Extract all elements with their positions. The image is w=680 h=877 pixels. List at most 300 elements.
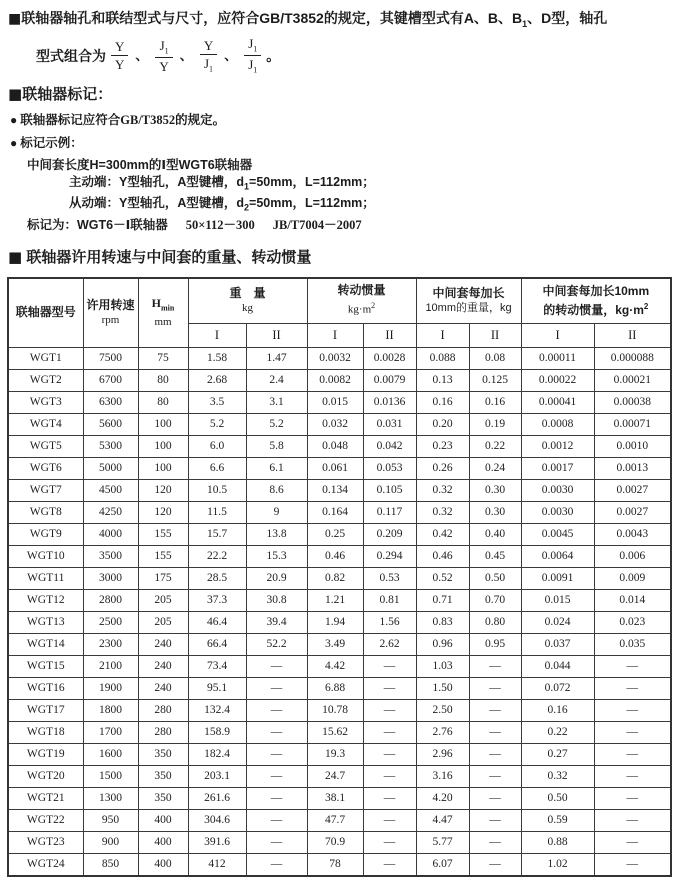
table-row (8, 721, 671, 743)
example-line-designation (27, 217, 680, 233)
value-cell: 4500 (83, 479, 138, 501)
circle-bullet-icon: ● (10, 112, 18, 127)
value-cell: 304.6 (188, 809, 246, 831)
value-cell: 80 (138, 391, 188, 413)
value-cell: 0.81 (363, 589, 416, 611)
value-cell: 0.82 (307, 567, 363, 589)
value-cell: 4.42 (307, 655, 363, 677)
driving-sub: 1 (244, 181, 250, 192)
value-cell: — (363, 721, 416, 743)
value-cell: — (246, 743, 307, 765)
value-cell: 0.96 (416, 633, 469, 655)
value-cell: 5300 (83, 435, 138, 457)
value-cell: 0.048 (307, 435, 363, 457)
value-cell: 0.053 (363, 457, 416, 479)
driving-text-b: =50mm，L=112mm； (249, 174, 375, 189)
value-cell: 900 (83, 831, 138, 853)
value-cell: 15.7 (188, 523, 246, 545)
value-cell: — (594, 787, 671, 809)
value-cell: 0.032 (307, 413, 363, 435)
table-row (8, 457, 671, 479)
value-cell: 13.8 (246, 523, 307, 545)
value-cell: 155 (138, 523, 188, 545)
value-cell: 6.07 (416, 853, 469, 876)
combo-prefix: 型式组合为 (36, 47, 106, 64)
value-cell: 2300 (83, 633, 138, 655)
value-cell: 0.105 (363, 479, 416, 501)
value-cell: 0.0043 (594, 523, 671, 545)
value-cell: 52.2 (246, 633, 307, 655)
value-cell: 11.5 (188, 501, 246, 523)
value-cell: 0.0030 (521, 479, 594, 501)
value-cell: 2.50 (416, 699, 469, 721)
table-row (8, 479, 671, 501)
value-cell: — (246, 853, 307, 876)
value-cell: 0.0028 (363, 347, 416, 369)
value-cell: 0.46 (416, 545, 469, 567)
header-weight-label: 重 量 (229, 285, 266, 300)
header-hmin (138, 278, 188, 348)
value-cell: 0.70 (469, 589, 521, 611)
value-cell: 10.5 (188, 479, 246, 501)
value-cell: — (246, 721, 307, 743)
model-cell: WGT12 (8, 589, 83, 611)
value-cell: 6.0 (188, 435, 246, 457)
value-cell: 0.014 (594, 589, 671, 611)
coupling-spec-table (7, 277, 672, 877)
value-cell: 240 (138, 655, 188, 677)
value-cell: 0.50 (521, 787, 594, 809)
circle-bullet-icon: ● (10, 135, 18, 150)
header-weight-unit: kg (242, 301, 253, 314)
value-cell: 1.02 (521, 853, 594, 876)
table-row (8, 347, 671, 369)
value-cell: 1300 (83, 787, 138, 809)
value-cell: 0.32 (416, 501, 469, 523)
model-cell: WGT1 (8, 347, 83, 369)
value-cell: 0.0091 (521, 567, 594, 589)
value-cell: 2.62 (363, 633, 416, 655)
value-cell: 0.0079 (363, 369, 416, 391)
value-cell: — (246, 655, 307, 677)
value-cell: — (246, 765, 307, 787)
value-cell: — (469, 721, 521, 743)
table-title-text: 联轴器许用转速与中间套的重量、转动惯量 (26, 248, 312, 266)
value-cell: 0.164 (307, 501, 363, 523)
driven-sub: 2 (244, 202, 250, 213)
value-cell: 0.0017 (521, 457, 594, 479)
value-cell: 2500 (83, 611, 138, 633)
table-row (8, 743, 671, 765)
combo-separator: 、 (224, 47, 238, 63)
value-cell: 5.2 (246, 413, 307, 435)
value-cell: — (363, 853, 416, 876)
table-row (8, 853, 671, 876)
intro-sub-b1: 1 (522, 18, 528, 29)
value-cell: 0.0030 (521, 501, 594, 523)
example-line-driven (69, 195, 680, 216)
model-cell: WGT24 (8, 853, 83, 876)
value-cell: — (246, 831, 307, 853)
value-cell: 0.0082 (307, 369, 363, 391)
subheader-added-weight-II: II (469, 323, 521, 347)
combo-end: 。 (266, 47, 281, 64)
value-cell: 0.22 (469, 435, 521, 457)
value-cell: 0.00038 (594, 391, 671, 413)
table-row (8, 567, 671, 589)
table-row (8, 831, 671, 853)
value-cell: 0.08 (469, 347, 521, 369)
model-cell: WGT8 (8, 501, 83, 523)
header-model: 联轴器型号 (8, 278, 83, 348)
value-cell: 10.78 (307, 699, 363, 721)
driven-text-a: 从动端：Y型轴孔，A型键槽，d (69, 196, 245, 211)
value-cell: 2.76 (416, 721, 469, 743)
value-cell: — (594, 721, 671, 743)
value-cell: — (469, 787, 521, 809)
value-cell: 0.00011 (521, 347, 594, 369)
value-cell: 240 (138, 633, 188, 655)
value-cell: 6700 (83, 369, 138, 391)
value-cell: 78 (307, 853, 363, 876)
value-cell: 2.68 (188, 369, 246, 391)
model-cell: WGT7 (8, 479, 83, 501)
shaft-combo-list (106, 37, 266, 75)
value-cell: 0.0010 (594, 435, 671, 457)
value-cell: 1.94 (307, 611, 363, 633)
driven-text-b: =50mm，L=112mm； (249, 196, 375, 211)
marking-rule-code: GB/T3852 (120, 112, 176, 127)
value-cell: — (594, 809, 671, 831)
table-row (8, 413, 671, 435)
value-cell: 38.1 (307, 787, 363, 809)
value-cell: 30.8 (246, 589, 307, 611)
value-cell: 0.16 (469, 391, 521, 413)
value-cell: 3.5 (188, 391, 246, 413)
marking-rule-text-a: 联轴器标记应符合 (20, 112, 121, 127)
value-cell: 0.037 (521, 633, 594, 655)
value-cell: 350 (138, 743, 188, 765)
value-cell: — (469, 765, 521, 787)
value-cell: 0.009 (594, 567, 671, 589)
header-added-inertia-l1: 中间套每加长10mm (542, 283, 650, 298)
value-cell: — (363, 699, 416, 721)
value-cell: 20.9 (246, 567, 307, 589)
value-cell: — (469, 831, 521, 853)
value-cell: 0.031 (363, 413, 416, 435)
value-cell: 0.95 (469, 633, 521, 655)
example-line-spec: 中间套长度H=300mm的Ⅰ型WGT6联轴器 (27, 157, 253, 172)
value-cell: 6300 (83, 391, 138, 413)
table-row (8, 523, 671, 545)
value-cell: 6.88 (307, 677, 363, 699)
value-cell: 0.27 (521, 743, 594, 765)
value-cell: 3.49 (307, 633, 363, 655)
value-cell: 0.088 (416, 347, 469, 369)
value-cell: — (594, 853, 671, 876)
value-cell: — (469, 655, 521, 677)
table-row (8, 677, 671, 699)
value-cell: — (594, 655, 671, 677)
value-cell: — (246, 699, 307, 721)
value-cell: 5000 (83, 457, 138, 479)
value-cell: 205 (138, 589, 188, 611)
value-cell: — (594, 743, 671, 765)
value-cell: 0.023 (594, 611, 671, 633)
subheader-inertia-II: II (363, 323, 416, 347)
value-cell: 5.8 (246, 435, 307, 457)
header-inertia-group (307, 278, 416, 324)
value-cell: 0.0013 (594, 457, 671, 479)
marking-rule-line (0, 105, 680, 128)
subheader-added-inertia-I: I (521, 323, 594, 347)
value-cell: 132.4 (188, 699, 246, 721)
value-cell: 0.16 (521, 699, 594, 721)
value-cell: — (594, 677, 671, 699)
value-cell: 0.015 (521, 589, 594, 611)
shaft-combo-fraction: $\frac{J_1}{Y}$ (155, 39, 172, 74)
value-cell: — (594, 699, 671, 721)
designation-code: 50×112－300 (185, 217, 255, 232)
header-hmin-base: H (151, 295, 161, 310)
header-added-inertia-group (521, 278, 671, 324)
value-cell: 120 (138, 479, 188, 501)
value-cell: 15.3 (246, 545, 307, 567)
value-cell: — (246, 787, 307, 809)
value-cell: 5.77 (416, 831, 469, 853)
combo-separator: 、 (179, 47, 193, 63)
marking-example-label (0, 128, 680, 151)
model-cell: WGT10 (8, 545, 83, 567)
value-cell: 0.00021 (594, 369, 671, 391)
subheader-added-inertia-II: II (594, 323, 671, 347)
value-cell: 0.13 (416, 369, 469, 391)
value-cell: 205 (138, 611, 188, 633)
value-cell: 4000 (83, 523, 138, 545)
value-cell: 1800 (83, 699, 138, 721)
value-cell: 0.19 (469, 413, 521, 435)
value-cell: 0.0032 (307, 347, 363, 369)
value-cell: 1.50 (416, 677, 469, 699)
value-cell: 400 (138, 809, 188, 831)
value-cell: 1.03 (416, 655, 469, 677)
value-cell: 2.96 (416, 743, 469, 765)
shaft-combo-fraction: $\frac{Y}{J_1}$ (200, 39, 217, 74)
value-cell: 0.30 (469, 479, 521, 501)
value-cell: 3.16 (416, 765, 469, 787)
table-row (8, 699, 671, 721)
value-cell: 100 (138, 413, 188, 435)
square-bullet-icon: ■ (8, 247, 23, 266)
value-cell: 47.7 (307, 809, 363, 831)
value-cell: 9 (246, 501, 307, 523)
model-cell: WGT19 (8, 743, 83, 765)
table-row (8, 545, 671, 567)
model-cell: WGT6 (8, 457, 83, 479)
value-cell: 0.22 (521, 721, 594, 743)
example-line-driving (69, 174, 680, 195)
value-cell: 4250 (83, 501, 138, 523)
subheader-weight-I: I (188, 323, 246, 347)
designation-standard: JB/T7004－2007 (272, 217, 362, 232)
value-cell: 0.88 (521, 831, 594, 853)
driving-text-a: 主动端：Y型轴孔，A型键槽，d (69, 174, 245, 189)
value-cell: 261.6 (188, 787, 246, 809)
value-cell: — (363, 787, 416, 809)
value-cell: — (469, 809, 521, 831)
header-added-weight-l1: 中间套每加长 (432, 285, 505, 300)
value-cell: 73.4 (188, 655, 246, 677)
value-cell: 1700 (83, 721, 138, 743)
value-cell: 0.134 (307, 479, 363, 501)
model-cell: WGT13 (8, 611, 83, 633)
value-cell: 0.0064 (521, 545, 594, 567)
model-cell: WGT11 (8, 567, 83, 589)
value-cell: 70.9 (307, 831, 363, 853)
value-cell: 0.46 (307, 545, 363, 567)
value-cell: 0.80 (469, 611, 521, 633)
header-weight-group (188, 278, 307, 324)
value-cell: 0.00071 (594, 413, 671, 435)
value-cell: 0.32 (416, 479, 469, 501)
value-cell: 0.45 (469, 545, 521, 567)
marking-rule-text-b: 的规定。 (175, 112, 226, 127)
value-cell: 0.40 (469, 523, 521, 545)
value-cell: 4.20 (416, 787, 469, 809)
shaft-combo-fraction: $\frac{J_1}{J_1}$ (244, 37, 261, 75)
value-cell: — (363, 655, 416, 677)
model-cell: WGT4 (8, 413, 83, 435)
model-cell: WGT20 (8, 765, 83, 787)
table-row (8, 501, 671, 523)
value-cell: 280 (138, 699, 188, 721)
value-cell: 0.26 (416, 457, 469, 479)
table-body (8, 347, 671, 876)
value-cell: 0.044 (521, 655, 594, 677)
value-cell: 0.000088 (594, 347, 671, 369)
value-cell: 100 (138, 457, 188, 479)
header-added-inertia-l2-sup: 2 (643, 301, 649, 311)
subheader-weight-II: II (246, 323, 307, 347)
value-cell: — (469, 699, 521, 721)
value-cell: — (246, 809, 307, 831)
value-cell: 0.0027 (594, 501, 671, 523)
value-cell: 1.47 (246, 347, 307, 369)
value-cell: 0.042 (363, 435, 416, 457)
model-cell: WGT3 (8, 391, 83, 413)
square-bullet-icon: ■ (8, 84, 23, 103)
header-inertia-label: 转动惯量 (337, 283, 386, 298)
header-added-weight-l2: 10mm的重量，kg (425, 301, 512, 314)
value-cell: 0.294 (363, 545, 416, 567)
value-cell: 0.71 (416, 589, 469, 611)
value-cell: 0.0045 (521, 523, 594, 545)
model-cell: WGT23 (8, 831, 83, 853)
value-cell: 2.4 (246, 369, 307, 391)
header-hmin-sub: min (161, 302, 175, 312)
value-cell: — (363, 765, 416, 787)
value-cell: 1500 (83, 765, 138, 787)
value-cell: 66.4 (188, 633, 246, 655)
value-cell: 1600 (83, 743, 138, 765)
value-cell: 46.4 (188, 611, 246, 633)
value-cell: 4.47 (416, 809, 469, 831)
value-cell: 0.024 (521, 611, 594, 633)
value-cell: 0.50 (469, 567, 521, 589)
value-cell: — (363, 809, 416, 831)
value-cell: 0.006 (594, 545, 671, 567)
value-cell: 240 (138, 677, 188, 699)
value-cell: 1900 (83, 677, 138, 699)
value-cell: 400 (138, 831, 188, 853)
value-cell: 158.9 (188, 721, 246, 743)
value-cell: — (469, 677, 521, 699)
value-cell: 100 (138, 435, 188, 457)
value-cell: 400 (138, 853, 188, 876)
model-cell: WGT16 (8, 677, 83, 699)
value-cell: 0.0027 (594, 479, 671, 501)
marking-example-block (0, 151, 680, 233)
model-cell: WGT5 (8, 435, 83, 457)
value-cell: 6.1 (246, 457, 307, 479)
value-cell: 0.59 (521, 809, 594, 831)
value-cell: 0.0136 (363, 391, 416, 413)
header-inertia-unit: kg·m (347, 304, 372, 317)
table-row (8, 765, 671, 787)
table-row (8, 369, 671, 391)
value-cell: 22.2 (188, 545, 246, 567)
marking-heading-text: 联轴器标记： (22, 85, 113, 103)
value-cell: 0.23 (416, 435, 469, 457)
shaft-combo-fraction: $\frac{Y}{Y}$ (111, 40, 128, 71)
value-cell: 8.6 (246, 479, 307, 501)
intro-text-2: 、D型，轴孔 (527, 10, 608, 26)
value-cell: — (469, 743, 521, 765)
table-row (8, 611, 671, 633)
value-cell: — (469, 853, 521, 876)
value-cell: 1.58 (188, 347, 246, 369)
value-cell: 7500 (83, 347, 138, 369)
value-cell: 15.62 (307, 721, 363, 743)
value-cell: 0.117 (363, 501, 416, 523)
model-cell: WGT18 (8, 721, 83, 743)
value-cell: 0.42 (416, 523, 469, 545)
value-cell: — (594, 765, 671, 787)
table-row (8, 633, 671, 655)
value-cell: 3000 (83, 567, 138, 589)
value-cell: 95.1 (188, 677, 246, 699)
value-cell: 0.53 (363, 567, 416, 589)
value-cell: — (363, 677, 416, 699)
table-row (8, 787, 671, 809)
table-row (8, 809, 671, 831)
combo-separator: 、 (135, 47, 149, 63)
value-cell: 3.1 (246, 391, 307, 413)
model-cell: WGT2 (8, 369, 83, 391)
value-cell: 155 (138, 545, 188, 567)
value-cell: 350 (138, 765, 188, 787)
value-cell: 2800 (83, 589, 138, 611)
value-cell: 3500 (83, 545, 138, 567)
value-cell: 182.4 (188, 743, 246, 765)
header-speed-unit: rpm (101, 313, 120, 326)
model-cell: WGT14 (8, 633, 83, 655)
value-cell: 80 (138, 369, 188, 391)
value-cell: 24.7 (307, 765, 363, 787)
value-cell: 0.0012 (521, 435, 594, 457)
model-cell: WGT17 (8, 699, 83, 721)
shaft-combo-line (36, 36, 672, 76)
